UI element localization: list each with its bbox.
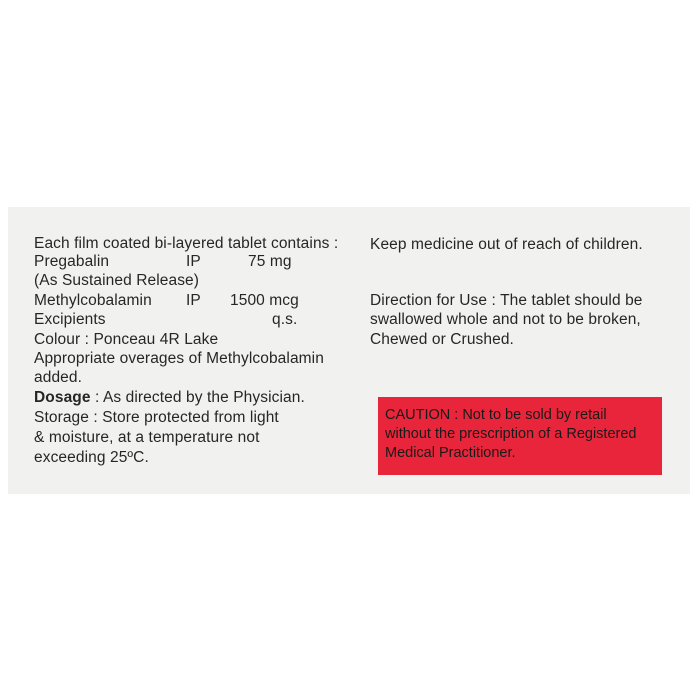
pregabalin-release-note: (As Sustained Release) <box>34 272 200 289</box>
pregabalin-standard: IP <box>186 253 201 270</box>
storage-line-1: Storage : Store protected from light <box>34 409 279 426</box>
excipients-name: Excipients <box>34 311 106 328</box>
keep-out-of-reach-warning: Keep medicine out of reach of children. <box>370 236 643 253</box>
colour-statement: Colour : Ponceau 4R Lake <box>34 331 219 348</box>
caution-line-2: without the prescription of a Registered <box>385 426 637 442</box>
caution-line-3: Medical Practitioner. <box>385 445 516 461</box>
direction-line-3: Chewed or Crushed. <box>370 331 514 348</box>
methylcobalamin-name: Methylcobalamin <box>34 292 152 309</box>
caution-line-1: CAUTION : Not to be sold by retail <box>385 407 607 423</box>
pregabalin-dose: 75 mg <box>248 253 292 270</box>
caution-box <box>378 397 662 475</box>
storage-line-2: & moisture, at a temperature not <box>34 429 260 446</box>
dosage-text: : As directed by the Physician. <box>90 389 305 406</box>
dosage-label: Dosage <box>34 389 91 406</box>
direction-line-2: swallowed whole and not to be broken, <box>370 311 641 328</box>
overages-statement-line-2: added. <box>34 369 83 386</box>
methylcobalamin-dose: 1500 mcg <box>230 292 299 309</box>
excipients-quantity: q.s. <box>272 311 298 328</box>
pregabalin-name: Pregabalin <box>34 253 110 270</box>
composition-heading: Each film coated bi-layered tablet contains : <box>34 235 339 252</box>
storage-line-3: exceeding 25ºC. <box>34 449 149 466</box>
dosage-statement <box>34 388 305 407</box>
overages-statement-line-1: Appropriate overages of Methylcobalamin <box>34 350 324 367</box>
direction-line-1: Direction for Use : The tablet should be <box>370 292 643 309</box>
medicine-label-panel <box>8 207 690 494</box>
methylcobalamin-standard: IP <box>186 292 201 309</box>
